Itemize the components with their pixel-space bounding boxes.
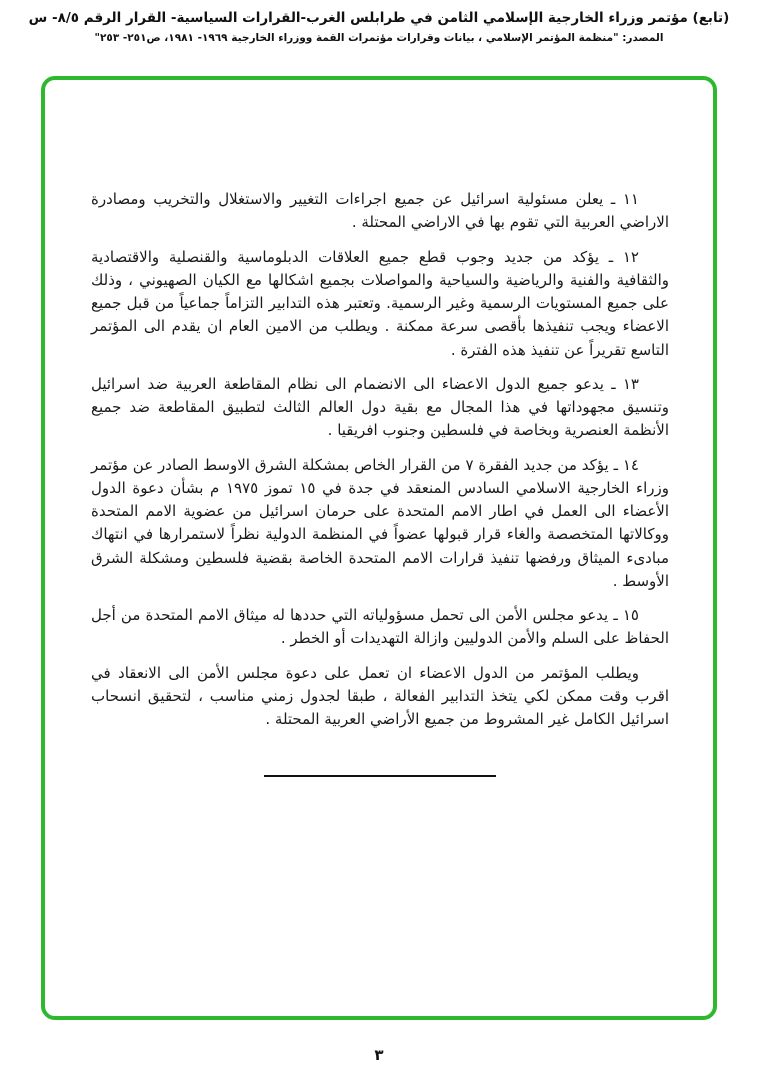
- paragraph-item-12: ١٢ ـ يؤكد من جديد وجوب قطع جميع العلاقات الدبلوماسية والقنصلية والاقتصادية والثقافية والفنية والرياضية والسياحية والمواصلات بجميع اشكالها مع الكيان الصهيوني ، وذلك على جميع المستويات الرسمية وغير الرسمية. وتعتبر هذه التدابير التزاماً جماعياً من قبل جميع الاعضاء ويجب تنفيذها بأقصى سرعة ممكنة . ويطلب من الامين العام ان يقدم الى المؤتمر التاسع تقريراً عن تنفيذ هذه الفترة .: [91, 247, 669, 359]
- paragraph-item-11: ١١ ـ يعلن مسئولية اسرائيل عن جميع اجراءات التغيير والاستغلال والتخريب ومصادرة الاراضي العربية التي تقوم بها في الاراضي المحتلة .: [91, 190, 669, 232]
- page-border-frame: [41, 76, 717, 1020]
- header-title: (تابع) مؤتمر وزراء الخارجية الإسلامي الثامن في طرابلس الغرب-القرارات السياسية- القرار الرقم ٨/٥- س: [28, 10, 730, 26]
- document-header: [0, 0, 758, 44]
- paragraph-closing: ويطلب المؤتمر من الدول الاعضاء ان تعمل على دعوة مجلس الأمن الى الانعقاد في اقرب وقت ممكن لكي يتخذ التدابير الفعالة ، طبقا لجدول زمني مناسب ، لتحقيق انسحاب اسرائيل الكامل غير المشروط من جميع الأراضي العربية المحتلة .: [91, 663, 669, 728]
- page-number: ٣: [374, 1046, 384, 1064]
- paragraph-item-13: ١٣ ـ يدعو جميع الدول الاعضاء الى الانضمام الى نظام المقاطعة العربية ضد اسرائيل وتنسيق مجهوداتها في هذا المجال مع بقية دول العالم الثالث لتطبيق المقاطعة ضد جميع الأنظمة العنصرية وبخاصة في فلسطين وجنوب افريقيا .: [91, 374, 669, 440]
- paragraph-item-15: ١٥ ـ يدعو مجلس الأمن الى تحمل مسؤولياته التي حددها له ميثاق الامم المتحدة من أجل الحفاظ على السلم والأمن الدوليين وازالة التهديدات أو الخطر .: [91, 606, 669, 648]
- paragraph-item-14: ١٤ ـ يؤكد من جديد الفقرة ٧ من القرار الخاص بمشكلة الشرق الاوسط الصادر عن مؤتمر وزراء الخارجية الاسلامي السادس المنعقد في جدة في ١٥ تموز ١٩٧٥ م بشأن دعوة الدول الأعضاء الى العمل في اطار الامم المتحدة على حرمان اسرائيل من عضوية الامم المتحدة ووكالاتها المتخصصة والغاء قرار قبولها عضواً في المنظمة الدولية نظراً لاستمرارها في انتهاك مبادىء الميثاق ورفضها تنفيذ قرارات الامم المتحدة الخاصة بقضية فلسطين ومشكلة الشرق الأوسط .: [91, 455, 669, 590]
- section-divider: [264, 775, 496, 777]
- document-body: [45, 80, 713, 777]
- header-source: المصدر: "منظمة المؤتمر الإسلامي ، بيانات وقرارات مؤتمرات القمة ووزراء الخارجية ١٩٦٩- ١٩٨١، ص٢٥١- ٢٥٣": [94, 32, 664, 44]
